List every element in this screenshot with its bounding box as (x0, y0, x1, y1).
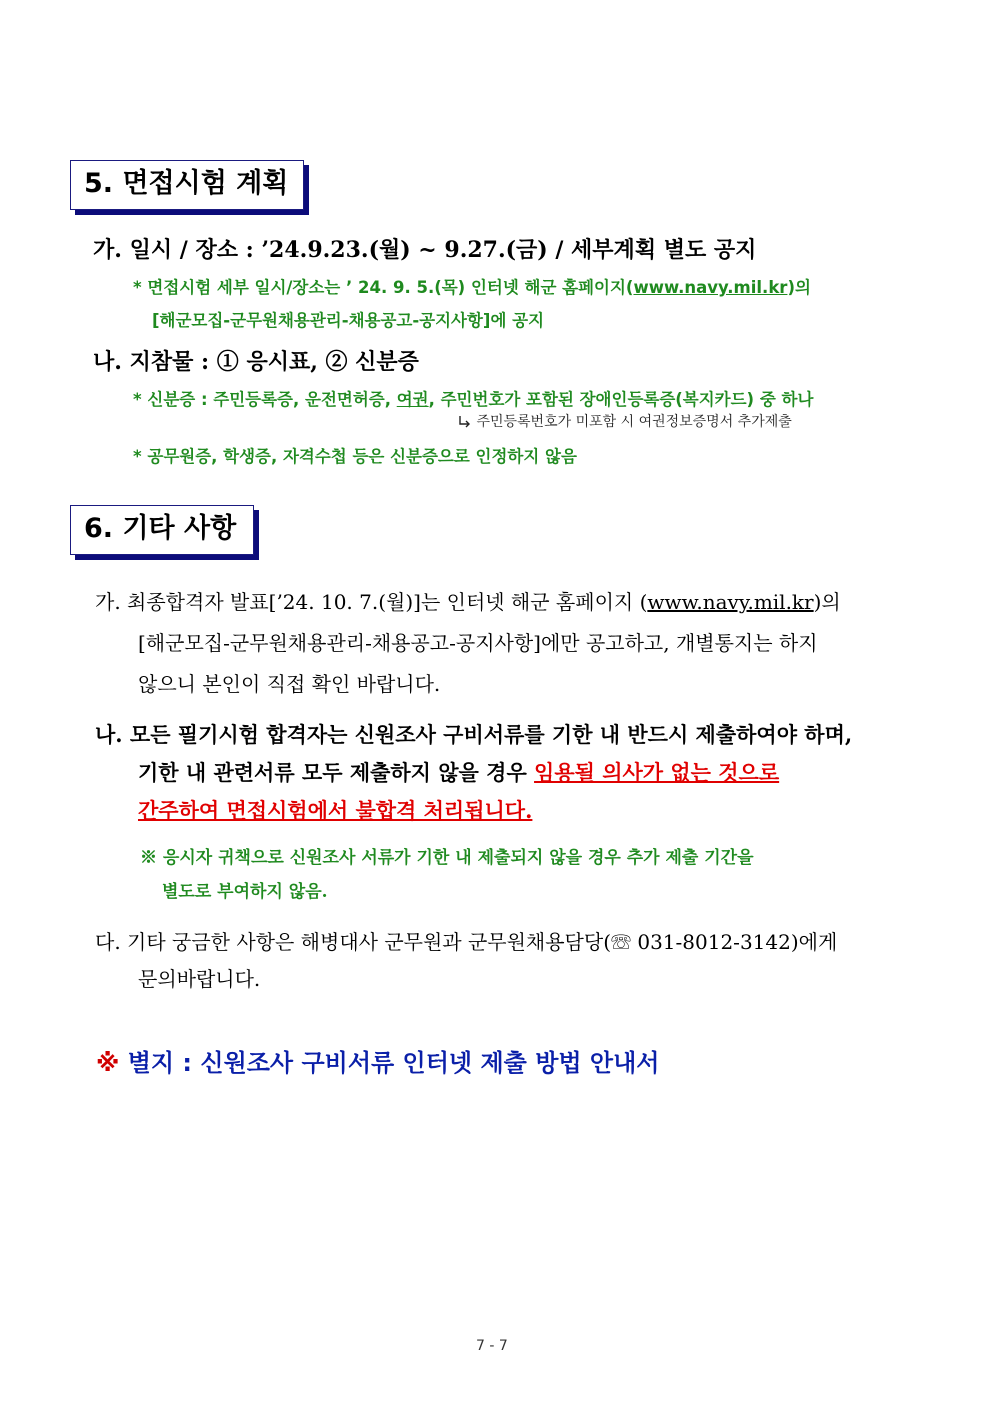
section-6-item-c-line1 (95, 926, 837, 955)
line2-pre: 기한 내 관련서류 모두 제출하지 않을 경우 (138, 760, 535, 785)
reference-mark-icon: ※ (96, 1049, 120, 1077)
section-5-item-a-note-line2 (152, 307, 544, 331)
section-5-item-b (93, 345, 419, 376)
section-5-item-a-note (133, 274, 811, 298)
item-text: 일시 / 장소 : ’24.9.23.(월) ~ 9.27.(금) / 세부계획 별도 공지 (129, 237, 757, 263)
section-6-item-b-line3 (138, 795, 532, 825)
section-5-title: 5. 면접시험 계획 (84, 168, 289, 199)
section-6-item-a-line3 (138, 668, 440, 697)
section-5-header (70, 160, 304, 210)
section-6-item-c-line2 (138, 963, 260, 992)
note-line1: ※ 응시자 귀책으로 신원조사 서류가 기한 내 제출되지 않을 경우 추가 제출 기간을 (140, 848, 754, 868)
note-text-pre: 신분증 : 주민등록증, 운전면허증, (147, 390, 397, 409)
navy-homepage-link[interactable]: www.navy.mil.kr (647, 590, 814, 614)
line3: 않으니 본인이 직접 확인 바랍니다. (138, 672, 441, 696)
item-label: 나. (95, 722, 123, 747)
return-arrow-icon (458, 416, 472, 428)
note-text-line2: [해군모집-군무원채용관리-채용공고-공지사항]에 공지 (152, 311, 545, 330)
note-text-pre: 면접시험 세부 일시/장소는 ’ 24. 9. 5.(목) 인터넷 해군 홈페이지( (147, 278, 634, 297)
note-text-post: , 주민번호가 포함된 장애인등록증(복지카드) 중 하나 (428, 390, 814, 409)
attachment-note (96, 1043, 659, 1078)
red-emphasis: 임용될 의사가 없는 것으로 (534, 760, 780, 785)
section-6-header (70, 505, 254, 555)
item-text: 지참물 : ① 응시표, ② 신분증 (129, 349, 419, 375)
section-6-item-b-note-line2 (162, 877, 328, 902)
section-6-item-b-note-line1 (140, 843, 754, 868)
section-6-title: 6. 기타 사항 (84, 513, 237, 544)
section-6-item-a-line1 (95, 586, 841, 615)
note-bullet: * (133, 278, 142, 297)
section-5-item-a (93, 233, 756, 264)
passport-text: 여권 (396, 390, 429, 409)
subnote-text: 주민등록번호가 미포함 시 여권정보증명서 추가제출 (476, 414, 792, 430)
line1-post: )의 (813, 590, 841, 614)
note-bullet: * (133, 390, 142, 409)
line1: 기타 궁금한 사항은 해병대사 군무원과 군무원채용담당(☏ 031-8012-3142)에게 (127, 930, 838, 954)
line1-pre: 최종합격자 발표[’24. 10. 7.(월)]는 인터넷 해군 홈페이지 ( (127, 590, 648, 614)
navy-homepage-link[interactable]: www.navy.mil.kr (633, 278, 788, 297)
section-5-item-b-note1 (133, 386, 813, 410)
section-6-item-b-line1 (95, 719, 852, 749)
red-emphasis: 간주하여 면접시험에서 불합격 처리됩니다. (138, 798, 533, 823)
section-5-item-b-note2 (133, 443, 577, 467)
note-line2: 별도로 부여하지 않음. (162, 882, 328, 902)
item-label: 가. (95, 590, 121, 614)
line1: 모든 필기시험 합격자는 신원조사 구비서류를 기한 내 반드시 제출하여야 하며, (129, 722, 853, 747)
note-text: 공무원증, 학생증, 자격수첩 등은 신분증으로 인정하지 않음 (147, 447, 577, 466)
section-6-item-a-line2 (138, 627, 818, 656)
page-number (476, 1338, 508, 1354)
item-label: 가. (93, 237, 122, 263)
item-label: 나. (93, 349, 122, 375)
attachment-text: 별지 : 신원조사 구비서류 인터넷 제출 방법 안내서 (127, 1049, 660, 1077)
note-bullet: * (133, 447, 142, 466)
item-label: 다. (95, 930, 121, 954)
line2: [해군모집-군무원채용관리-채용공고-공지사항]에만 공고하고, 개별통지는 하지 (138, 631, 818, 655)
page-number-text: 7 - 7 (476, 1338, 508, 1354)
section-5-item-b-subnote (458, 411, 792, 431)
line2: 문의바랍니다. (138, 967, 261, 991)
note-text-post: )의 (787, 278, 811, 297)
section-6-item-b-line2 (138, 757, 779, 787)
